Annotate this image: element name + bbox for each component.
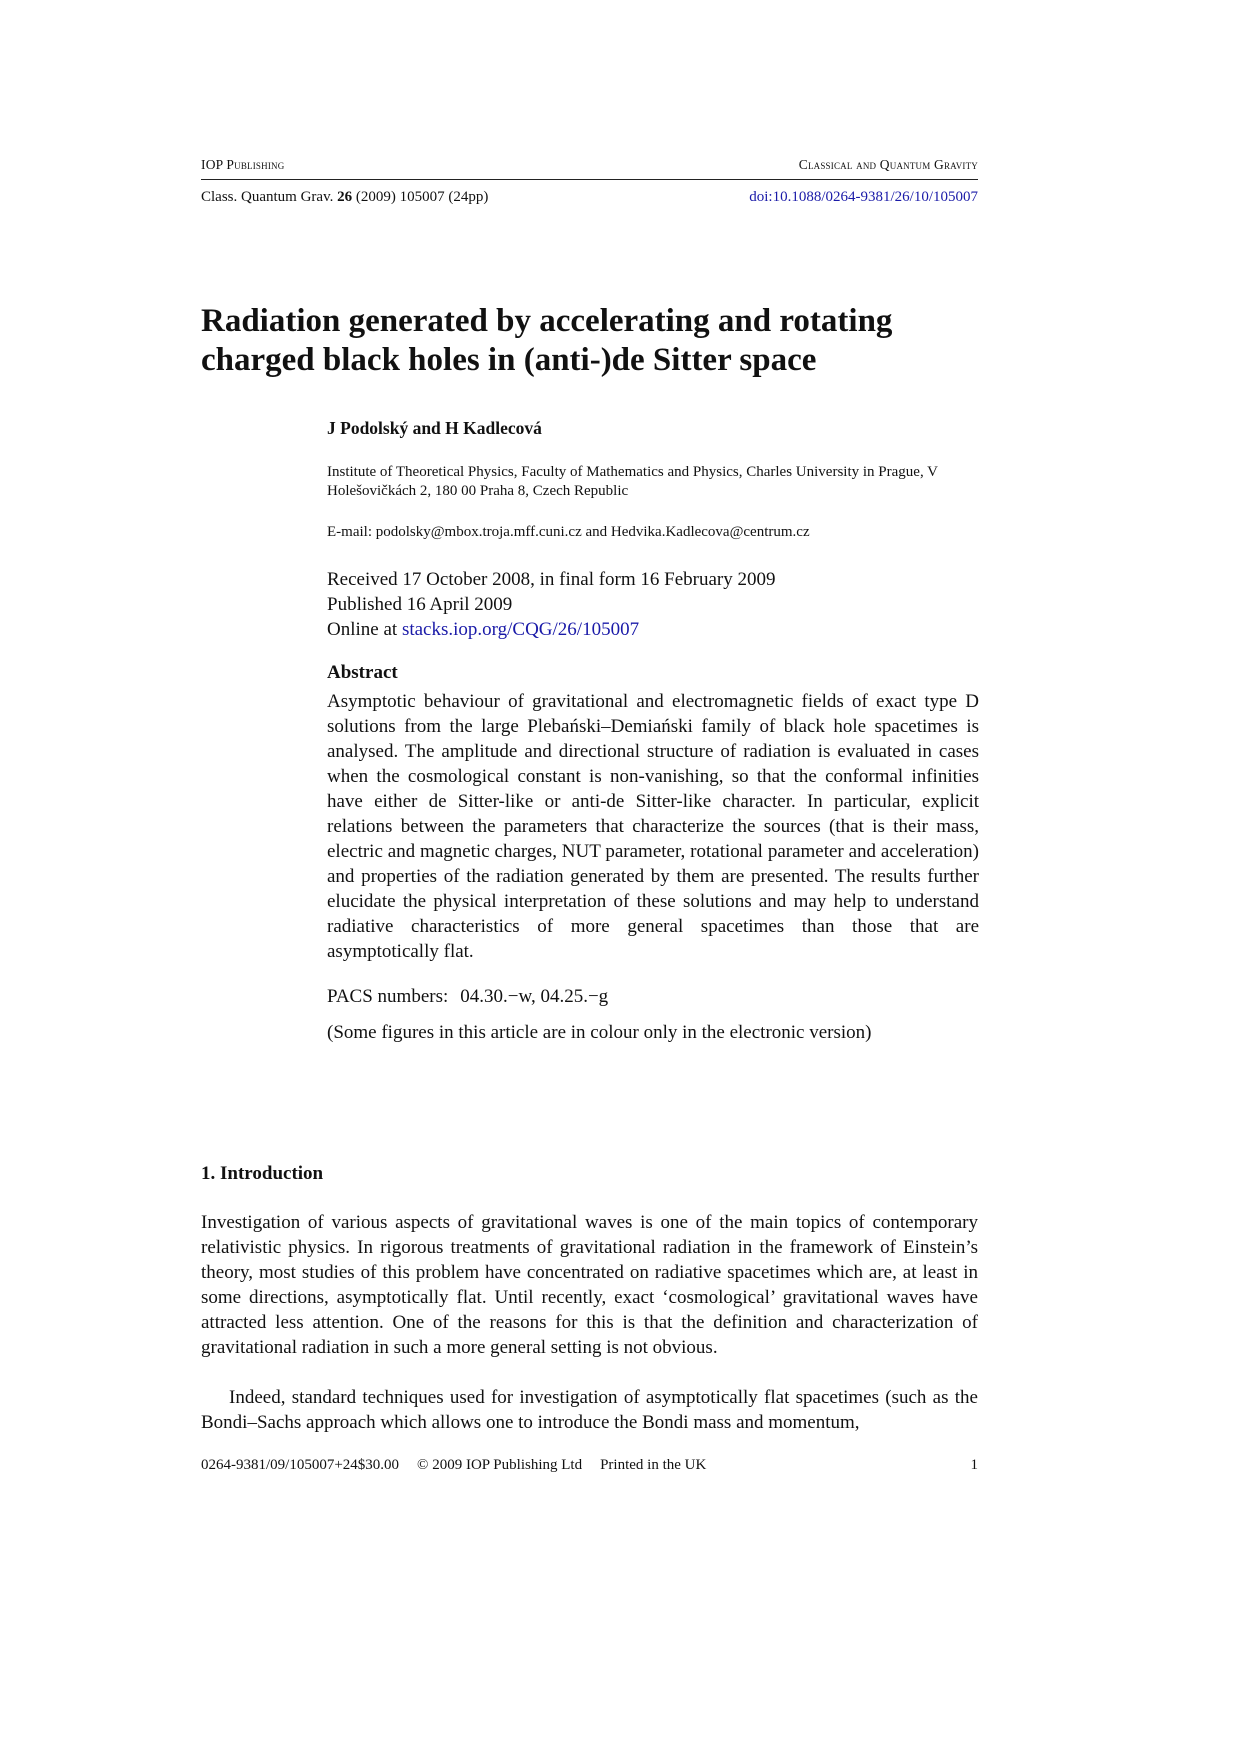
footer-printed: Printed in the UK [600,1457,707,1473]
citation-prefix: Class. Quantum Grav. [201,189,338,205]
citation [201,189,488,206]
citation-line [201,189,978,206]
doi-link[interactable]: doi:10.1088/0264-9381/26/10/105007 [749,189,978,205]
pacs-label: PACS numbers: [327,986,449,1007]
colour-note: (Some figures in this article are in colour only in the electronic version) [327,1022,872,1043]
intro-paragraph-2: Indeed, standard techniques used for investigation of asymptotically flat spacetimes (such as the Bondi–Sachs approach which allows one to introduce the Bondi mass and momentum, [201,1387,978,1433]
citation-volume: 26 [337,189,353,205]
online-link[interactable]: stacks.iop.org/CQG/26/105007 [401,619,640,640]
paper-title: Radiation generated by accelerating and rotating charged black holes in (anti-)de Sitter space [201,303,893,378]
online-line [327,617,979,642]
citation-suffix: (2009) 105007 (24pp) [352,189,489,205]
pacs-value: 04.30.−w, 04.25.−g [460,986,609,1007]
pacs-numbers [327,986,979,1008]
email-line: E-mail: podolsky@mbox.troja.mff.cuni.cz and Hedvika.Kadlecova@centrum.cz [327,524,810,540]
footer-copyright: © 2009 IOP Publishing Ltd [417,1457,583,1473]
page-number: 1 [970,1457,978,1473]
intro-paragraph-1: Investigation of various aspects of gravitational waves is one of the main topics of contemporary relativistic physics. In rigorous treatments of gravitational radiation in the framework of Einstein’s theory, most studies of this problem have concentrated on radiative spacetimes which are, at least in some directions, asymptotically flat. Until recently, exact ‘cosmological’ gravitational waves have attracted less attention. One of the reasons for this is that the definition and characterization of gravitational radiation in such a more general setting is not obvious. [201,1212,978,1358]
running-header [201,157,978,180]
online-prefix: Online at [327,619,402,640]
journal-name: Classical and Quantum Gravity [798,157,978,172]
section-heading: 1. Introduction [201,1163,324,1184]
page-footer [201,1457,978,1474]
publisher-name: IOP Publishing [201,157,285,172]
abstract-heading: Abstract [327,662,398,683]
authors: J Podolský and H Kadlecová [327,418,542,438]
published-date: Published 16 April 2009 [327,594,513,615]
footer-code: 0264-9381/09/105007+24$30.00 [201,1457,400,1473]
footer-left [201,1457,724,1474]
publication-dates [327,567,979,642]
received-date: Received 17 October 2008, in final form 16 February 2009 [327,569,776,590]
abstract-text: Asymptotic behaviour of gravitational and electromagnetic fields of exact type D solutions from the large Plebański–Demiański family of black hole spacetimes is analysed. The amplitude and directional structure of radiation is evaluated in cases when the cosmological constant is non-vanishing, so that the conformal infinities have either de Sitter-like or anti-de Sitter-like character. In particular, explicit relations between the parameters that characterize the sources (that is their mass, electric and magnetic charges, NUT parameter, rotational parameter and acceleration) and properties of the radiation generated by them are presented. The results further elucidate the physical interpretation of these solutions and may help to understand radiative characteristics of more general spacetimes than those that are asymptotically flat. [327,691,979,962]
affiliation: Institute of Theoretical Physics, Faculty of Mathematics and Physics, Charles University in Prague, V Holešovičkách 2, 180 00 Praha 8, Czech Republic [327,464,938,499]
